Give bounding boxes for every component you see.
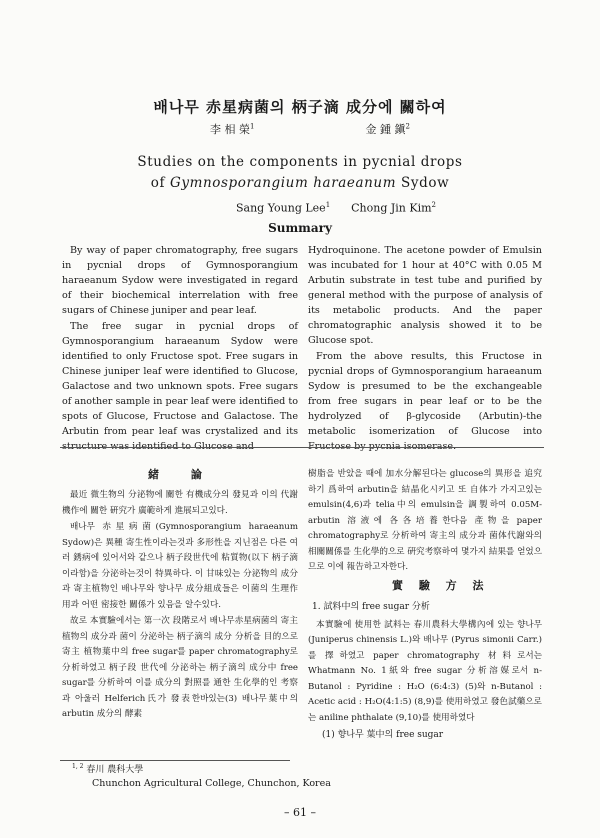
summary-right-column	[308, 243, 542, 454]
introduction-column	[62, 488, 298, 723]
introduction-heading: 緒 論	[148, 468, 216, 481]
methods-subsection-1: 1. 試料中의 free sugar 分析	[312, 602, 430, 612]
english-title	[0, 152, 600, 194]
right-korean-column	[308, 467, 542, 576]
footnote-rule	[60, 760, 290, 761]
summary-paragraph-1: By way of paper chromatography, free sugars in pycnial drops of Gymnosporangium haraeanum Sydow were investigated in regard of their biochemical interrelation with free sugars of Chinese juniper and pear leaf.	[62, 245, 298, 316]
summary-left-column	[62, 243, 298, 454]
korean-author-1: 李 相 榮$^1$	[210, 122, 255, 136]
summary-paragraph-2: The free sugar in pycnial drops of Gymnosporangium haraeanum Sydow were identified to only Fructose spot. Free sugars in Chinese juniper leaf were identified to Glucose, Galactose and two unknown spots. Free sugars of another sample in pear leaf were identified to spots of Glucose, Fructose and Galactose. The Arbutin from pear leaf was crystalized and its structure was identified to Glucose and	[62, 321, 298, 452]
methods-subsection-2: (1) 향나무 葉中의 free sugar	[322, 730, 444, 740]
summary-heading: Summary	[268, 221, 332, 235]
english-author-1: Sang Young Lee$^1$	[236, 201, 331, 215]
summary-paragraph-4: From the above results, this Fructose in pycnial drops of Gymnosporangium haraeanum Sydow is presumed to be the exchangeable from free sugars in pear leaf or to be the hydrolyzed of β-glycoside (Arbutin)-the metabolic isomerization of Glucose into Fructose by pycnia isomerase.	[308, 351, 542, 452]
intro-paragraph-1: 最近 微生物의 分泌物에 關한 有機成分의 發見과 이의 代謝機作에 關한 硏究가 廣範하게 進展되고있다.	[62, 490, 298, 516]
footnote-affiliation-kr: $^{1, 2}$ 春川 農科大學	[72, 763, 144, 775]
intro-paragraph-3: 故로 本實驗에서는 第一次 段階로서 배나무赤星病菌의 寄主植物의 成分과 菌이 分泌하는 柄子滴의 成分 分析을 目的으로 寄主 植物葉中의 free sugar를 paper chromatography로 分析하였고 柄子段 世代에 分泌하는 柄子滴의 成分中 free sugar를 分析하여 이를 成分의 對照를 通한 生化學的인 考察과 아울러 Helferich氏가 發表한바있는(3) 배나무葉中의 arbutin 成分의 酵素	[62, 616, 298, 719]
methods-paragraph-1: 本實驗에 使用한 試料는 春川農科大學構內에 있는 향나무(Juniperus chinensis L.)와 배나무 (Pyrus simonii Carr.)를 擇하였고 paper chromatography 材料로서는 Whatmann No. 1紙와 free sugar 分析溶媒로서 n-Butanol : Pyridine : H₂O (6:4:3) (5)와 n-Butanol : Acetic acid : H₂O(4:1:5) (8,9)를 使用하였고 發色試藥으로는 aniline phthalate (9,10)를 使用하였다	[308, 619, 542, 723]
korean-authors	[210, 121, 410, 137]
page-number: – 61 –	[284, 806, 316, 819]
english-title-line1: Studies on the components in pycnial drops	[137, 154, 463, 170]
english-title-line2: of Gymnosporangium haraeanum Sydow	[150, 175, 450, 191]
right-paragraph-1: 樹脂을 반았을 때에 加水分解된다는 glucose의 異形을 追究하기 爲하여 arbutin을 結晶化시키고 또 自体가 가지고있는 emulsin(4,6)과 telia中의 emulsin을 調製하여 0.05M-arbutin 溶液에 各各培養한다음 產物을 paper chromatography로 分析하여 寄主의 成分과 菌体代謝와의 相關關係를 生化學的으로 硏究考察하여 몇가지 結果를 얻었으므로 이에 報告하고자한다.	[308, 469, 542, 572]
species-name: Gymnosporangium haraeanum	[169, 175, 397, 191]
korean-title: 배나무 赤星病菌의 柄子滴 成分에 關하여	[153, 98, 447, 116]
summary-paragraph-3: Hydroquinone. The acetone powder of Emulsin was incubated for 1 hour at 40°C with 0.05 M Arbutin substrate in test tube and purified by general method with the purpose of analysis of its metabolic products. And the paper chromatographic analysis showed it to be Glucose spot.	[308, 245, 542, 346]
intro-paragraph-2: 배나무 赤星病菌(Gymnosporangium haraeanum Sydow)은 異種 寄生性이라는것과 多形性을 지닌점은 다른 여러 銹病에 있어서와 같으나 柄子段世代에 粘質物(以下 柄子滴이라함)을 分泌하는것이 特異하다. 이 甘味있는 分泌物의 成分과 寄主植物인 배나무와 향나무 成分組成들은 이菌의 生理作用과 어떤 密接한 關係가 있음을 알수있다.	[62, 522, 298, 610]
english-author-2: Chong Jin Kim$^2$	[351, 201, 436, 215]
section-divider	[60, 447, 544, 448]
korean-author-2: 金 鍾 鎭$^2$	[365, 122, 410, 136]
english-authors	[236, 201, 436, 215]
methods-heading: 實 驗 方 法	[392, 579, 490, 592]
footnote-affiliation-en: Chunchon Agricultural College, Chunchon, Korea	[92, 778, 331, 789]
methods-column	[308, 598, 542, 746]
